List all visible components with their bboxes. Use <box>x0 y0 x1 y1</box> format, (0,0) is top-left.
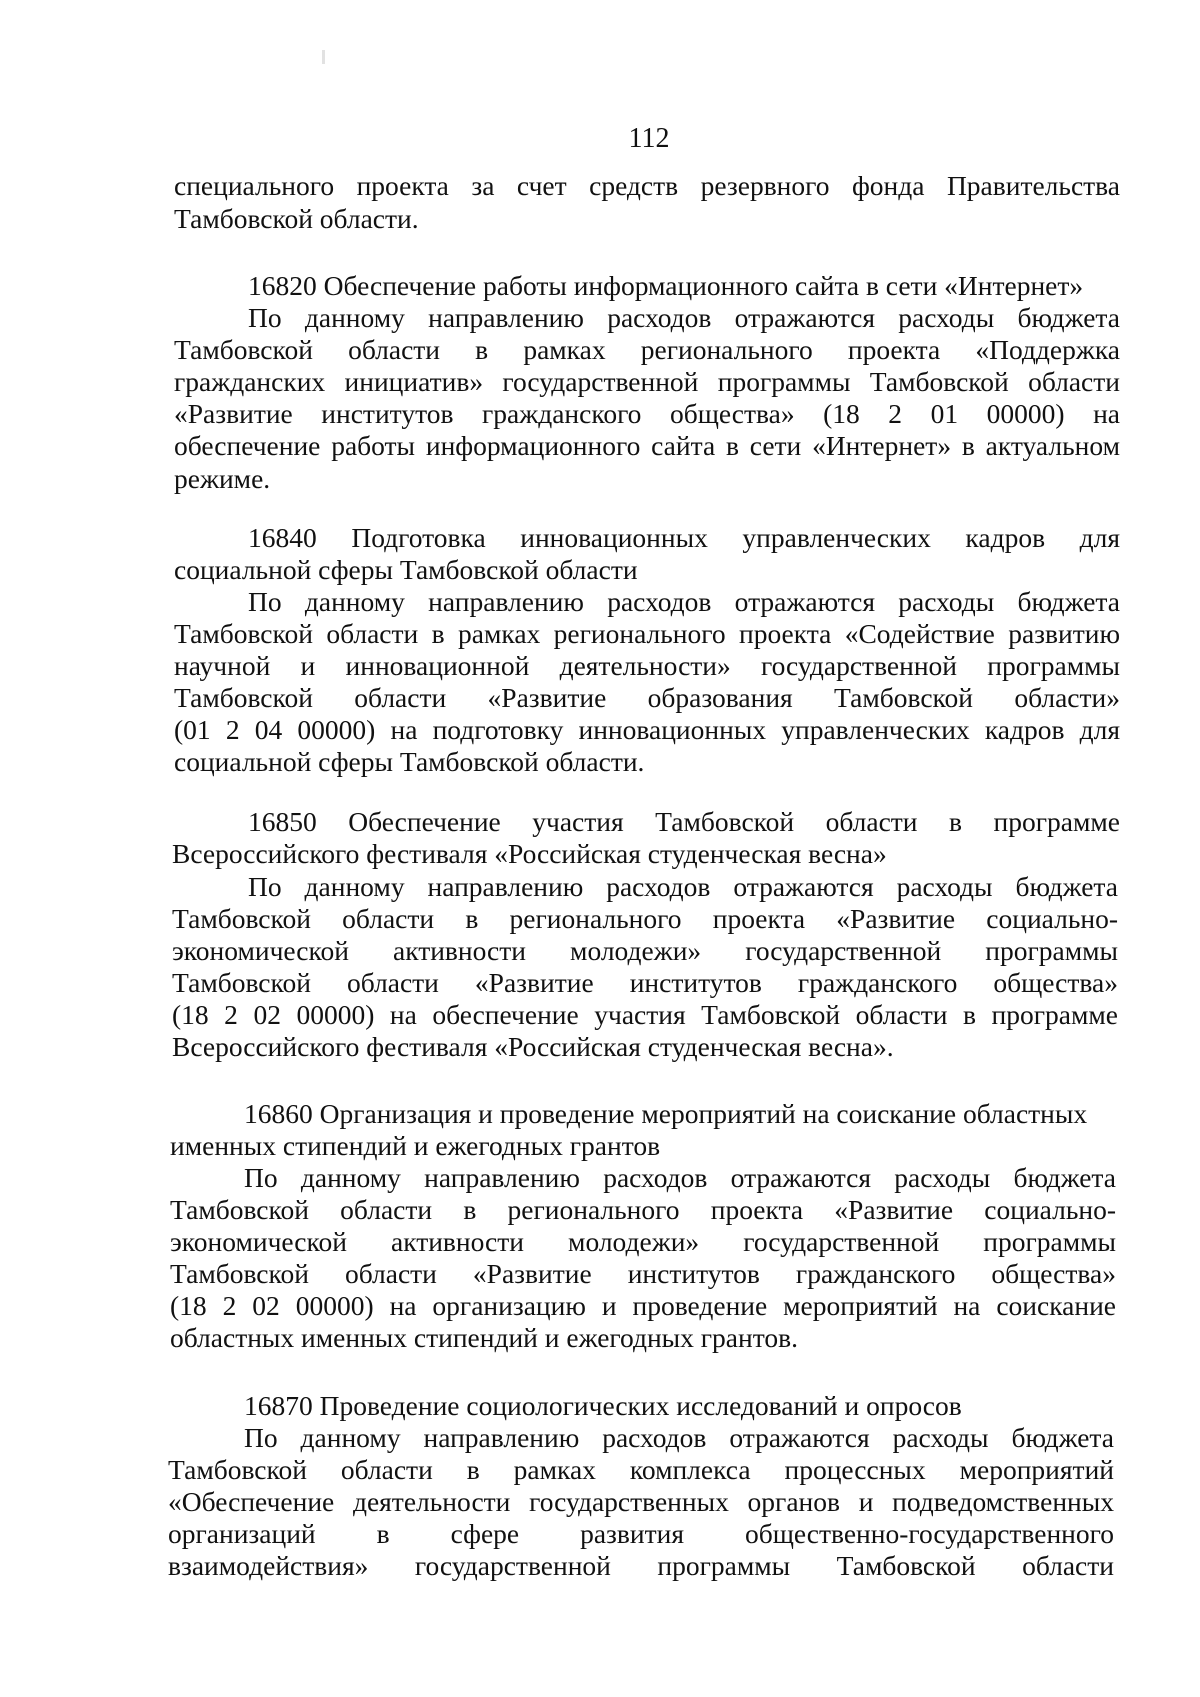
text-line: Тамбовской области «Развитие образования Тамбовской области» <box>174 682 1120 713</box>
text-line: гражданских инициатив» государственной программы Тамбовской области <box>174 366 1120 397</box>
text-line: (18 2 02 00000) на организацию и проведение мероприятий на соискание <box>170 1290 1116 1321</box>
section-heading: 16820 Обеспечение работы информационного сайта в сети «Интернет» <box>248 270 1084 301</box>
text-line: экономической активности молодежи» государственной программы <box>172 935 1118 966</box>
text-line: «Развитие институтов гражданского общества» (18 2 01 00000) на <box>174 398 1120 429</box>
scan-mark <box>322 50 325 64</box>
text-line: Тамбовской области в регионального проекта «Развитие социально- <box>172 903 1118 934</box>
text-line: По данному направлению расходов отражаются расходы бюджета <box>244 1422 1114 1453</box>
text-line: По данному направлению расходов отражаются расходы бюджета <box>244 1162 1116 1193</box>
text-line: Тамбовской области. <box>174 203 419 234</box>
text-line: режиме. <box>174 463 271 494</box>
text-line: социальной сферы Тамбовской области. <box>174 746 645 777</box>
text-line: По данному направлению расходов отражаются расходы бюджета <box>248 302 1120 333</box>
text-line: специального проекта за счет средств резервного фонда Правительства <box>174 170 1120 201</box>
text-line: Тамбовской области в рамках регионального проекта «Поддержка <box>174 334 1120 365</box>
text-line: взаимодействия» государственной программы Тамбовской области <box>168 1550 1114 1581</box>
section-heading: 16850 Обеспечение участия Тамбовской области в программе <box>248 806 1120 837</box>
section-heading: 16840 Подготовка инновационных управленческих кадров для <box>248 522 1120 553</box>
text-line: Тамбовской области «Развитие институтов гражданского общества» <box>170 1258 1116 1289</box>
text-line: Тамбовской области в рамках комплекса процессных мероприятий <box>168 1454 1114 1485</box>
section-heading: Всероссийского фестиваля «Российская студенческая весна» <box>172 838 887 869</box>
section-heading: именных стипендий и ежегодных грантов <box>170 1130 661 1161</box>
text-line: Тамбовской области в регионального проекта «Развитие социально- <box>170 1194 1116 1225</box>
text-line: По данному направлению расходов отражаются расходы бюджета <box>248 871 1118 902</box>
text-line: (18 2 02 00000) на обеспечение участия Тамбовской области в программе <box>172 999 1118 1030</box>
text-line: (01 2 04 00000) на подготовку инновационных управленческих кадров для <box>174 714 1120 745</box>
text-line: областных именных стипендий и ежегодных грантов. <box>170 1322 798 1353</box>
page-number: 112 <box>628 123 670 154</box>
text-line: Тамбовской области «Развитие институтов гражданского общества» <box>172 967 1118 998</box>
text-line: научной и инновационной деятельности» государственной программы <box>174 650 1120 681</box>
text-line: Всероссийского фестиваля «Российская студенческая весна». <box>172 1031 894 1062</box>
text-line: экономической активности молодежи» государственной программы <box>170 1226 1116 1257</box>
text-line: «Обеспечение деятельности государственных органов и подведомственных <box>168 1486 1114 1517</box>
section-heading: 16870 Проведение социологических исследований и опросов <box>244 1390 962 1421</box>
section-heading: социальной сферы Тамбовской области <box>174 554 638 585</box>
text-line: организаций в сфере развития общественно-государственного <box>168 1518 1114 1549</box>
section-heading: 16860 Организация и проведение мероприятий на соискание областных <box>244 1098 1088 1129</box>
text-line: обеспечение работы информационного сайта в сети «Интернет» в актуальном <box>174 430 1120 461</box>
text-line: Тамбовской области в рамках регионального проекта «Содействие развитию <box>174 618 1120 649</box>
text-line: По данному направлению расходов отражаются расходы бюджета <box>248 586 1120 617</box>
